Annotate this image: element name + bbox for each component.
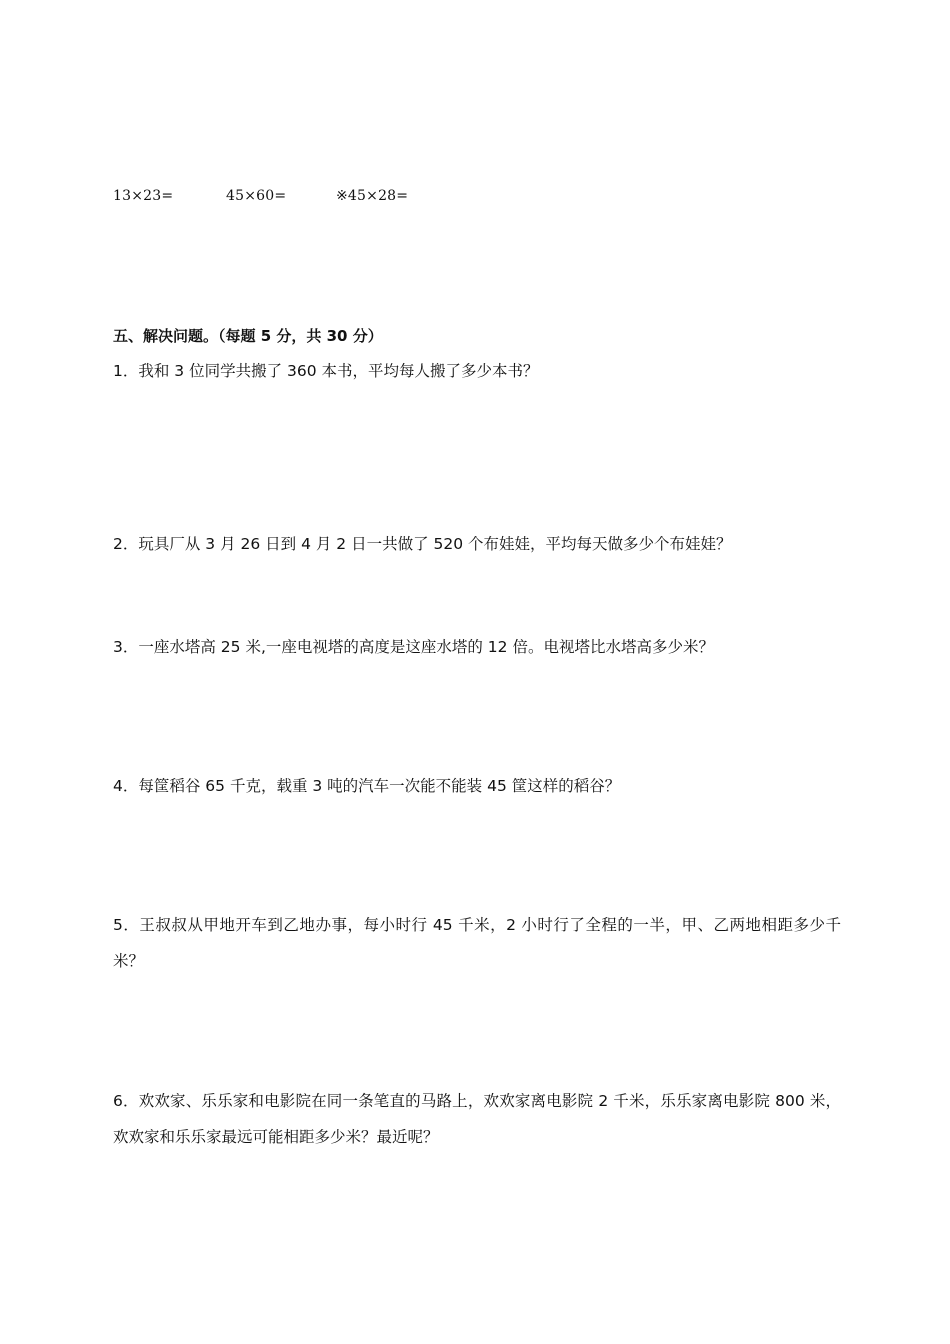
calculation-item: ※45×28= xyxy=(336,188,409,204)
problem-2: 2．玩具厂从 3 月 26 日到 4 月 2 日一共做了 520 个布娃娃，平均每天做多少个布娃娃？ xyxy=(113,535,732,553)
problem-6: 6．欢欢家、乐乐家和电影院在同一条笔直的马路上，欢欢家离电影院 2 千米，乐乐家离电影院 800 米，欢欢家和乐乐家最远可能相距多少米？最近呢？ xyxy=(113,1092,841,1146)
problem-4: 4．每筐稻谷 65 千克，载重 3 吨的汽车一次能不能装 45 筐这样的稻谷？ xyxy=(113,777,621,795)
problem-3: 3．一座水塔高 25 米,一座电视塔的高度是这座水塔的 12 倍。电视塔比水塔高多少米？ xyxy=(113,638,714,656)
problem-1: 1．我和 3 位同学共搬了 360 本书，平均每人搬了多少本书？ xyxy=(113,362,539,380)
calculation-item: 45×60= xyxy=(226,188,287,204)
section-heading: 五、解决问题。（每题 5 分，共 30 分） xyxy=(113,327,383,345)
problem-5: 5．王叔叔从甲地开车到乙地办事，每小时行 45 千米，2 小时行了全程的一半，甲、乙两地相距多少千米？ xyxy=(113,916,841,970)
calculation-item: 13×23= xyxy=(113,188,174,204)
